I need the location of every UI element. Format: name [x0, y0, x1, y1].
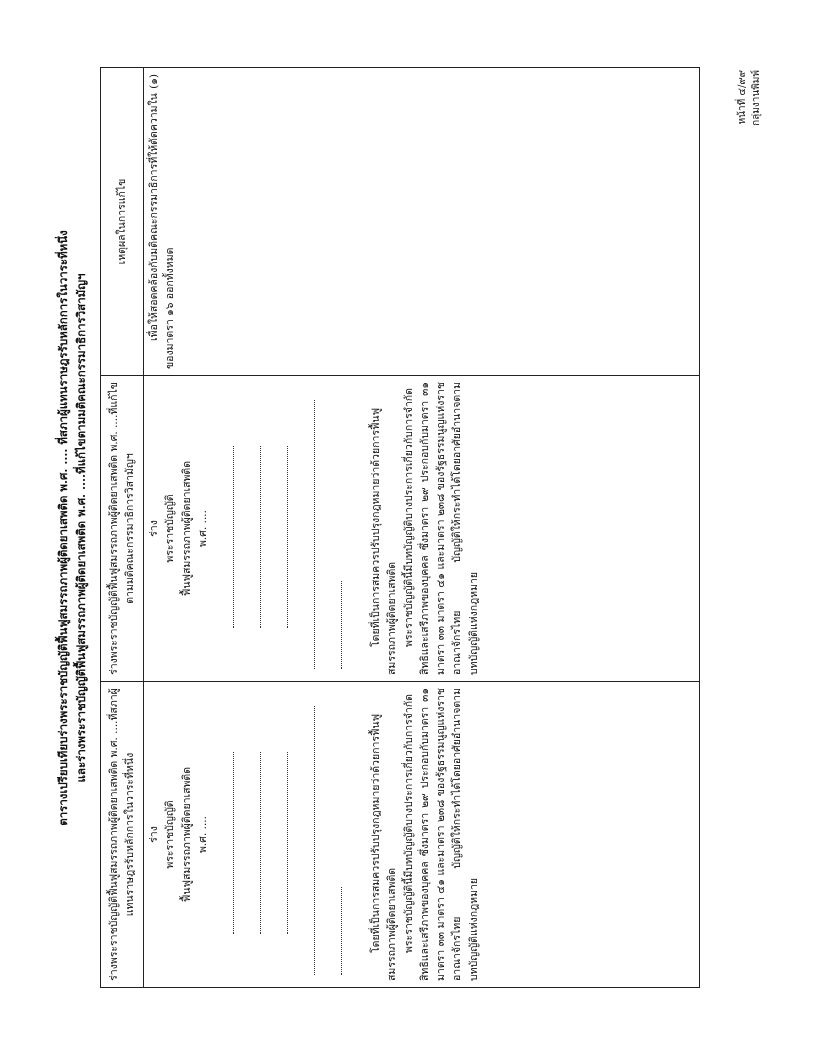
col3-cell — [144, 68, 700, 376]
col2-preamble: โดยที่เป็นการสมควรปรับปรุงกฎหมายว่าด้วยการฟื้นฟูสมรรถภาพผู้ติดยาเสพติด — [370, 407, 399, 675]
col1-act: พระราชบัญญัติ — [164, 800, 177, 869]
col2-act-name: ฟื้นฟูสมรรถภาพผู้ติดยาเสพติด — [180, 460, 193, 597]
page-footer — [736, 70, 764, 126]
dotted-line — [246, 446, 261, 628]
table-body-row — [144, 68, 700, 988]
dotted-line — [246, 752, 261, 934]
col1-cell — [144, 682, 700, 988]
dotted-line — [219, 446, 234, 628]
col2-header: ร่างพระราชบัญญัติฟื้นฟูสมรรถภาพผู้ติดยาเสพติด พ.ศ. ....ที่แก้ไขตามมติคณะกรรมาธิการวิสามัญฯ — [101, 376, 144, 682]
col1-preamble: โดยที่เป็นการสมควรปรับปรุงกฎหมายว่าด้วยการฟื้นฟูสมรรถภาพผู้ติดยาเสพติด — [370, 713, 399, 981]
dotted-line — [219, 752, 234, 934]
page-number: หน้าที่ ๔/๙๙ — [737, 70, 748, 125]
col2-draft: ร่าง — [148, 520, 160, 537]
title-line-1: ตารางเปรียบเทียบร่างพระราชบัญญัติฟื้นฟูสมรรถภาพผู้ติดยาเสพติด พ.ศ. .... ที่สภาผู้แทนราษฎรรับหลักการในวาระที่หนึ่ง — [56, 230, 70, 826]
dotted-line — [327, 887, 342, 975]
table-header-row — [101, 68, 144, 988]
col1-body: พระราชบัญญัตินี้มีบทบัญญัติบางประการเกี่ยวกับการจำกัดสิทธิและเสรีภาพของบุคคล ซึ่งมาตรา ๒๙ ประกอบกับมาตรา ๓๑ มาตรา ๓๓ มาตรา ๔๑ และมาตรา ๒๓๘ ของรัฐธรรมนูญแห่งราชอาณาจักรไทย บัญญัติให้กระทำได้โดยอาศัยอำนาจตามบทบัญญัติแห่งกฎหมาย — [402, 688, 480, 981]
col3-header: เหตุผลในการแก้ไข — [101, 68, 144, 376]
col2-year: พ.ศ. .... — [196, 510, 209, 547]
rotated-comparison-sheet — [48, 58, 768, 998]
col2-body: พระราชบัญญัตินี้มีบทบัญญัติบางประการเกี่ยวกับการจำกัดสิทธิและเสรีภาพของบุคคล ซึ่งมาตรา ๒๙ ประกอบกับมาตรา ๓๑ มาตรา ๓๓ มาตรา ๔๑ และมาตรา ๒๓๘ ของรัฐธรรมนูญแห่งราชอาณาจักรไทย บัญญัติให้กระทำได้โดยอาศัยอำนาจตามบทบัญญัติแห่งกฎหมาย — [402, 382, 480, 675]
col1-act-name: ฟื้นฟูสมรรถภาพผู้ติดยาเสพติด — [180, 766, 193, 903]
dotted-line — [273, 446, 288, 628]
col2-cell — [144, 376, 700, 682]
department: กลุ่มงานพิมพ์ — [751, 70, 762, 126]
dotted-line — [327, 581, 342, 669]
title-line-2: และร่างพระราชบัญญัติฟื้นฟูสมรรถภาพผู้ติดยาเสพติด พ.ศ. ....ที่แก้ไขตามมติคณะกรรมาธิการวิสามัญฯ — [74, 273, 89, 783]
document-title — [54, 58, 91, 998]
col1-header: ร่างพระราชบัญญัติฟื้นฟูสมรรถภาพผู้ติดยาเสพติด พ.ศ. ....ที่สภาผู้แทนราษฎรรับหลักการในวาระที่หนึ่ง — [101, 682, 144, 988]
col1-draft: ร่าง — [148, 826, 160, 843]
dotted-line — [300, 400, 315, 670]
dotted-line — [273, 752, 288, 934]
comparison-table — [100, 67, 700, 988]
col1-year: พ.ศ. .... — [196, 816, 209, 853]
dotted-line — [300, 706, 315, 976]
col2-act: พระราชบัญญัติ — [164, 494, 177, 563]
col3-reason: เพื่อให้สอดคล้องกับมติคณะกรรมาธิการที่ให้ตัดความใน (๑) ของมาตรา ๑๖ ออกทั้งหมด — [148, 74, 177, 369]
